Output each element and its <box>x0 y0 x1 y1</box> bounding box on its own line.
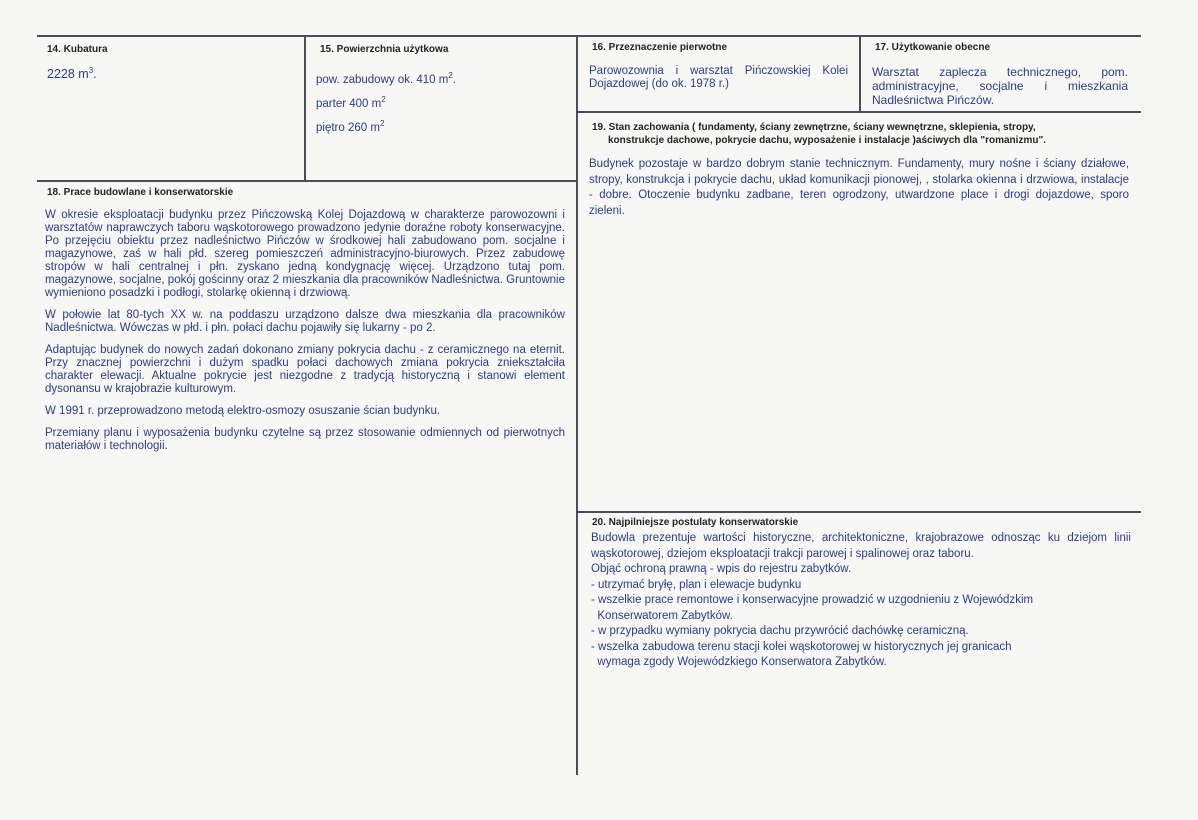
field20-heading: 20. Najpilniejsze postulaty konserwatorskie <box>592 517 799 528</box>
field20-line-3: - wszelkie prace remontowe i konserwacyjne prowadzić w uzgodnieniu z Wojewódzkim <box>591 594 1034 606</box>
field15-line-zabudowa-trail: . <box>452 74 456 86</box>
field18-heading: 18. Prace budowlane i konserwatorskie <box>47 187 234 198</box>
field15-line-pietro-exp: 2 <box>379 119 385 129</box>
field15-line-zabudowa-text: pow. zabudowy ok. 410 m <box>316 74 449 86</box>
field14-heading: 14. Kubatura <box>47 44 108 55</box>
field16-heading: 16. Przeznaczenie pierwotne <box>592 42 728 53</box>
field14-value-trail: . <box>93 67 97 81</box>
top-border <box>37 35 1141 37</box>
field15-line-zabudowa <box>316 68 566 92</box>
field18-body <box>45 209 565 453</box>
field17-heading: 17. Użytkowanie obecne <box>875 42 991 53</box>
field18-paragraph-4: W 1991 r. przeprowadzono metodą elektro-osmozy osuszanie ścian budynku. <box>45 405 441 417</box>
field20-line-7: wymaga zgody Wojewódzkiego Konserwatora Zabytków. <box>591 656 887 668</box>
row-divider-bottom-right <box>577 511 1141 513</box>
field15-line-pietro-text: piętro 260 m <box>316 122 380 134</box>
field20-line-4: Konserwatorem Zabytków. <box>591 609 733 622</box>
field20-line-5: - w przypadku wymiany pokrycia dachu przywrócić dachówkę ceramiczną. <box>591 625 969 637</box>
col-divider-center <box>576 35 578 775</box>
field15-line-parter <box>316 92 566 116</box>
field15-values <box>316 68 566 140</box>
field18-paragraph-3: Adaptując budynek do nowych zadań dokonano zmiany pokrycia dachu - z ceramicznego na eternit. Przy znacznej powierzchni i dużym spadku połaci dachowych zmiana pokrycia zniekształciła charakter elewacji. Aktualne pokrycie jest niezgodne z tradycją historyczną i stanowi element dysonansu w krajobrazie kulturowym. <box>45 344 565 395</box>
field18-paragraph-5: Przemiany planu i wyposażenia budynku czytelne są przez stosowanie odmiennych od pierwotnych materiałów i technologii. <box>45 427 565 452</box>
field15-heading: 15. Powierzchnia użytkowa <box>320 44 449 55</box>
field15-line-pietro <box>316 116 566 140</box>
field20-body <box>591 531 1131 671</box>
field18-paragraph-1: W okresie eksploatacji budynku przez Pińczowską Kolej Dojazdową w charakterze parowozowni i warsztatów naprawczych taboru wąskotorowego prowadzono jedynie doraźne roboty konserwacyjne. Po przejęciu obiektu przez nadleśnictwo Pińczów w środkowej hali zabudowano pom. socjalne i magazynowe, zaś w hali płd. szereg pomieszczeń administracyjno-biurowych. Przez zabudowę stropów w hali centralnej i płn. zyskano jedną kondygnację więcej. Urządzono tutaj pom. magazynowe, socjalne, pokój gościnny oraz 2 mieszkania dla pracowników Nadleśnictwa. Gruntownie wymieniono posadzki i podłogi, stolarkę okienną i drzwiową. <box>45 209 565 299</box>
field20-line-1: Objąć ochroną prawną - wpis do rejestru zabytków. <box>591 563 852 575</box>
field15-line-zabudowa-exp: 2 <box>448 71 453 81</box>
field20-line-2: - utrzymać bryłę, plan i elewacje budynku <box>591 578 802 591</box>
field14-unit-exponent: 3 <box>88 65 94 75</box>
col-divider-16-17 <box>859 35 861 112</box>
col-divider-14-15 <box>304 35 306 181</box>
field19-heading-line1: 19. Stan zachowania ( fundamenty, ściany zewnętrzne, ściany wewnętrzne, sklepienia, stropy, <box>592 122 1036 133</box>
field18-paragraph-2: W połowie lat 80-tych XX w. na poddaszu urządzono dalsze dwa mieszkania dla pracowników Nadleśnictwa. Wówczas w płd. i płn. połaci dachu pojawiły się lukarny - po 2. <box>45 309 565 334</box>
field14-value-text: 2228 m <box>47 67 89 81</box>
field17-text: Warsztat zaplecza technicznego, pom. administracyjne, socjalne i mieszkania Nadleśnictwa Pińczów. <box>872 65 1128 107</box>
field14-value <box>47 65 97 81</box>
field20-intro: Budowla prezentuje wartości historyczne, architektoniczne, krajobrazowe odnosząc ku dziejom linii wąskotorowej, dziejom eksploatacji trakcji parowej i spalinowej oraz taboru. <box>591 532 1131 560</box>
field15-line-parter-exp: 2 <box>381 95 386 105</box>
field19-heading-line2: konstrukcje dachowe, pokrycie dachu, wyposażenie i instalacje )aściwych dla "romanizmu". <box>608 135 1046 146</box>
row-divider-left <box>37 180 577 182</box>
field20-line-6: - wszelka zabudowa terenu stacji kolei wąskotorowej w historycznych jej granicach <box>591 640 1012 653</box>
field19-text: Budynek pozostaje w bardzo dobrym stanie technicznym. Fundamenty, mury nośne i ściany działowe, stropy, konstrukcja i pokrycie dachu, układ komunikacji pionowej, , stolarka okienna i drzwiowa, instalacje - dobre. Otoczenie budynku zadbane, teren ogrodzony, utwardzone place i drogi dojazdowe, sporo zieleni. <box>589 158 1129 217</box>
field16-text: Parowozownia i warsztat Pińczowskiej Kolei Dojazdowej (do ok. 1978 r.) <box>589 65 848 90</box>
field19-heading <box>592 121 1132 147</box>
field15-line-parter-text: parter 400 m <box>316 98 382 110</box>
